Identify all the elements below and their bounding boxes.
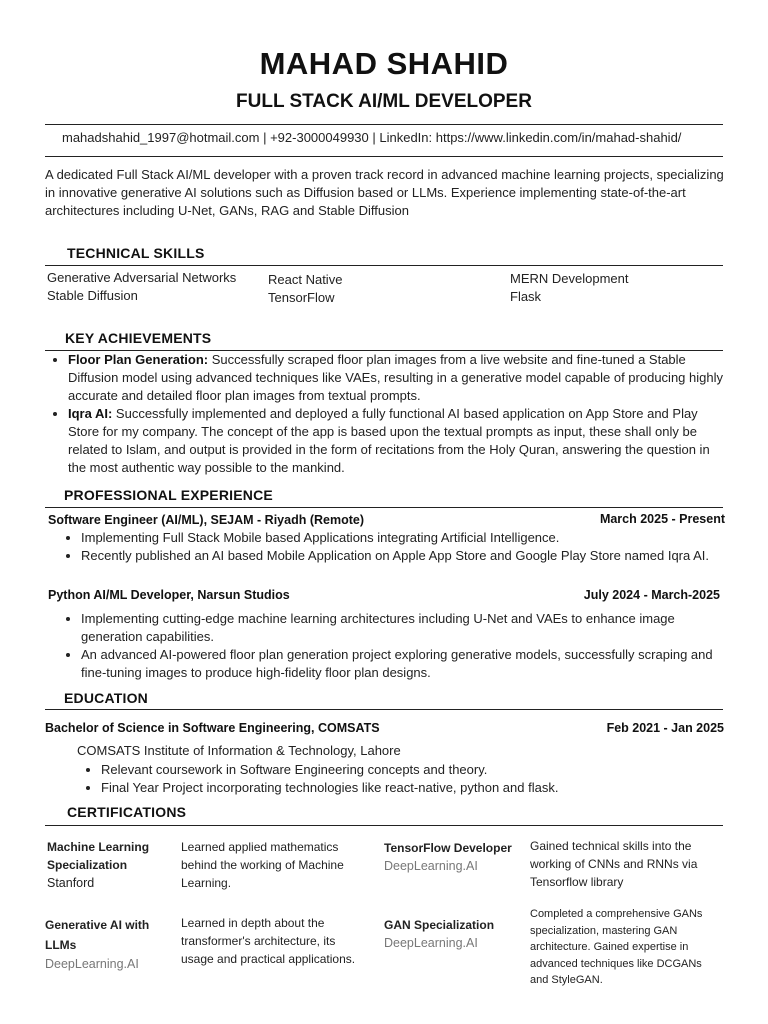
- job-dates: July 2024 - March-2025: [583, 588, 720, 602]
- education-divider: [45, 709, 723, 710]
- list-item: • Relevant coursework in Software Engineering concepts and theory.: [101, 761, 721, 779]
- education-heading: EDUCATION: [64, 690, 148, 706]
- certifications-divider: [45, 825, 723, 826]
- job-role: Software Engineer (AI/ML), SEJAM - Riyadh (Remote): [48, 513, 365, 527]
- experience-heading: PROFESSIONAL EXPERIENCE: [64, 487, 273, 503]
- certifications-heading: CERTIFICATIONS: [67, 804, 187, 820]
- achievement-text: Successfully scraped floor plan images from a live website and fine-tuned a Stable Diffusion model using advanced techniques like VAEs, resulting in a generative model capable of producing highly accurate and detailed floor plan images from textual prompts.: [68, 352, 723, 403]
- experience-divider: [45, 507, 723, 508]
- list-item: • Final Year Project incorporating technologies like react-native, python and flask.: [101, 779, 721, 797]
- skills-divider: [45, 265, 723, 266]
- achievements-list: [46, 351, 723, 477]
- education-bullets: [79, 761, 721, 797]
- header-divider-bottom: [45, 156, 723, 157]
- job-dates: March 2025 - Present: [599, 512, 725, 526]
- job-role: Python AI/ML Developer, Narsun Studios: [48, 588, 290, 602]
- contact-line: mahadshahid_1997@hotmail.com | +92-3000049930 | LinkedIn: https://www.linkedin.com/in/mahad-shahid/: [62, 130, 682, 145]
- list-item: • Implementing Full Stack Mobile based Applications integrating Artificial Intelligence.: [81, 529, 716, 547]
- cert-title: Machine Learning Specialization: [47, 840, 150, 872]
- header-divider-top: [45, 124, 723, 125]
- list-item: • Recently published an AI based Mobile Application on Apple App Store and Google Play Store named Iqra AI.: [81, 547, 716, 565]
- cert-org: DeepLearning.AI: [384, 936, 478, 950]
- cert-entry: [384, 839, 524, 875]
- cert-description: Learned applied mathematics behind the working of Machine Learning.: [181, 840, 344, 890]
- skill-item: TensorFlow: [268, 290, 335, 305]
- skill-item: Flask: [510, 289, 542, 304]
- cert-title: TensorFlow Developer: [384, 841, 512, 855]
- achievement-text: Successfully implemented and deployed a fully functional AI based application on App Store and Play Store for my company. The concept of the app is based upon the textual prompts as input, these shall only be related to Islam, and output is provided in the form of recitations from the Holy Quran, answering the question in the most authentic way possible to the mankind.: [68, 406, 710, 475]
- skill-item: Stable Diffusion: [47, 288, 138, 303]
- list-item: [68, 405, 723, 477]
- institution-name: COMSATS Institute of Information & Technology, Lahore: [77, 743, 401, 758]
- cert-org: DeepLearning.AI: [384, 859, 478, 873]
- cert-entry: [45, 915, 170, 973]
- list-item: • An advanced AI-powered floor plan generation project exploring generative models, successfully scraping and fine-tuning images to produce high-fidelity floor plan designs.: [81, 646, 721, 682]
- cert-entry: [384, 916, 524, 952]
- skills-heading: TECHNICAL SKILLS: [67, 245, 205, 261]
- cert-title: Generative AI with LLMs: [45, 918, 150, 952]
- cert-description: Gained technical skills into the working of CNNs and RNNs via Tensorflow library: [530, 839, 698, 889]
- skill-item: Generative Adversarial Networks: [47, 270, 237, 285]
- skill-item: MERN Development: [510, 271, 629, 286]
- achievements-heading: KEY ACHIEVEMENTS: [65, 330, 212, 346]
- achievement-title: Floor Plan Generation:: [68, 352, 209, 367]
- achievement-title: Iqra AI:: [68, 406, 113, 421]
- degree-title: Bachelor of Science in Software Engineering, COMSATS: [45, 721, 380, 735]
- cert-title: GAN Specialization: [384, 918, 495, 932]
- candidate-title: FULL STACK AI/ML DEVELOPER: [236, 91, 532, 112]
- skill-item: React Native: [268, 272, 343, 287]
- cert-description: Completed a comprehensive GANs specialization, mastering GAN architecture. Gained expertise in advanced techniques like DCGANs and StyleGAN.: [530, 908, 703, 986]
- list-item: [68, 351, 723, 405]
- candidate-name: MAHAD SHAHID: [259, 46, 509, 81]
- cert-entry: [47, 838, 172, 892]
- cert-org: DeepLearning.AI: [45, 957, 139, 971]
- list-item: • Implementing cutting-edge machine learning architectures including U-Net and VAEs to enhance image generation capabilities.: [81, 610, 721, 646]
- cert-org: Stanford: [47, 876, 95, 890]
- degree-dates: Feb 2021 - Jan 2025: [606, 721, 724, 735]
- summary-paragraph: A dedicated Full Stack AI/ML developer with a proven track record in advanced machine learning projects, specializing in innovative generative AI solutions such as Diffusion based or LLMs. Experience implementing state-of-the-art architectures including U-Net, GANs, RAG and Stable Diffusion: [45, 167, 724, 218]
- job-bullets: [59, 610, 721, 682]
- job-bullets: [59, 529, 716, 565]
- cert-description: Learned in depth about the transformer's architecture, its usage and practical applications.: [181, 916, 356, 966]
